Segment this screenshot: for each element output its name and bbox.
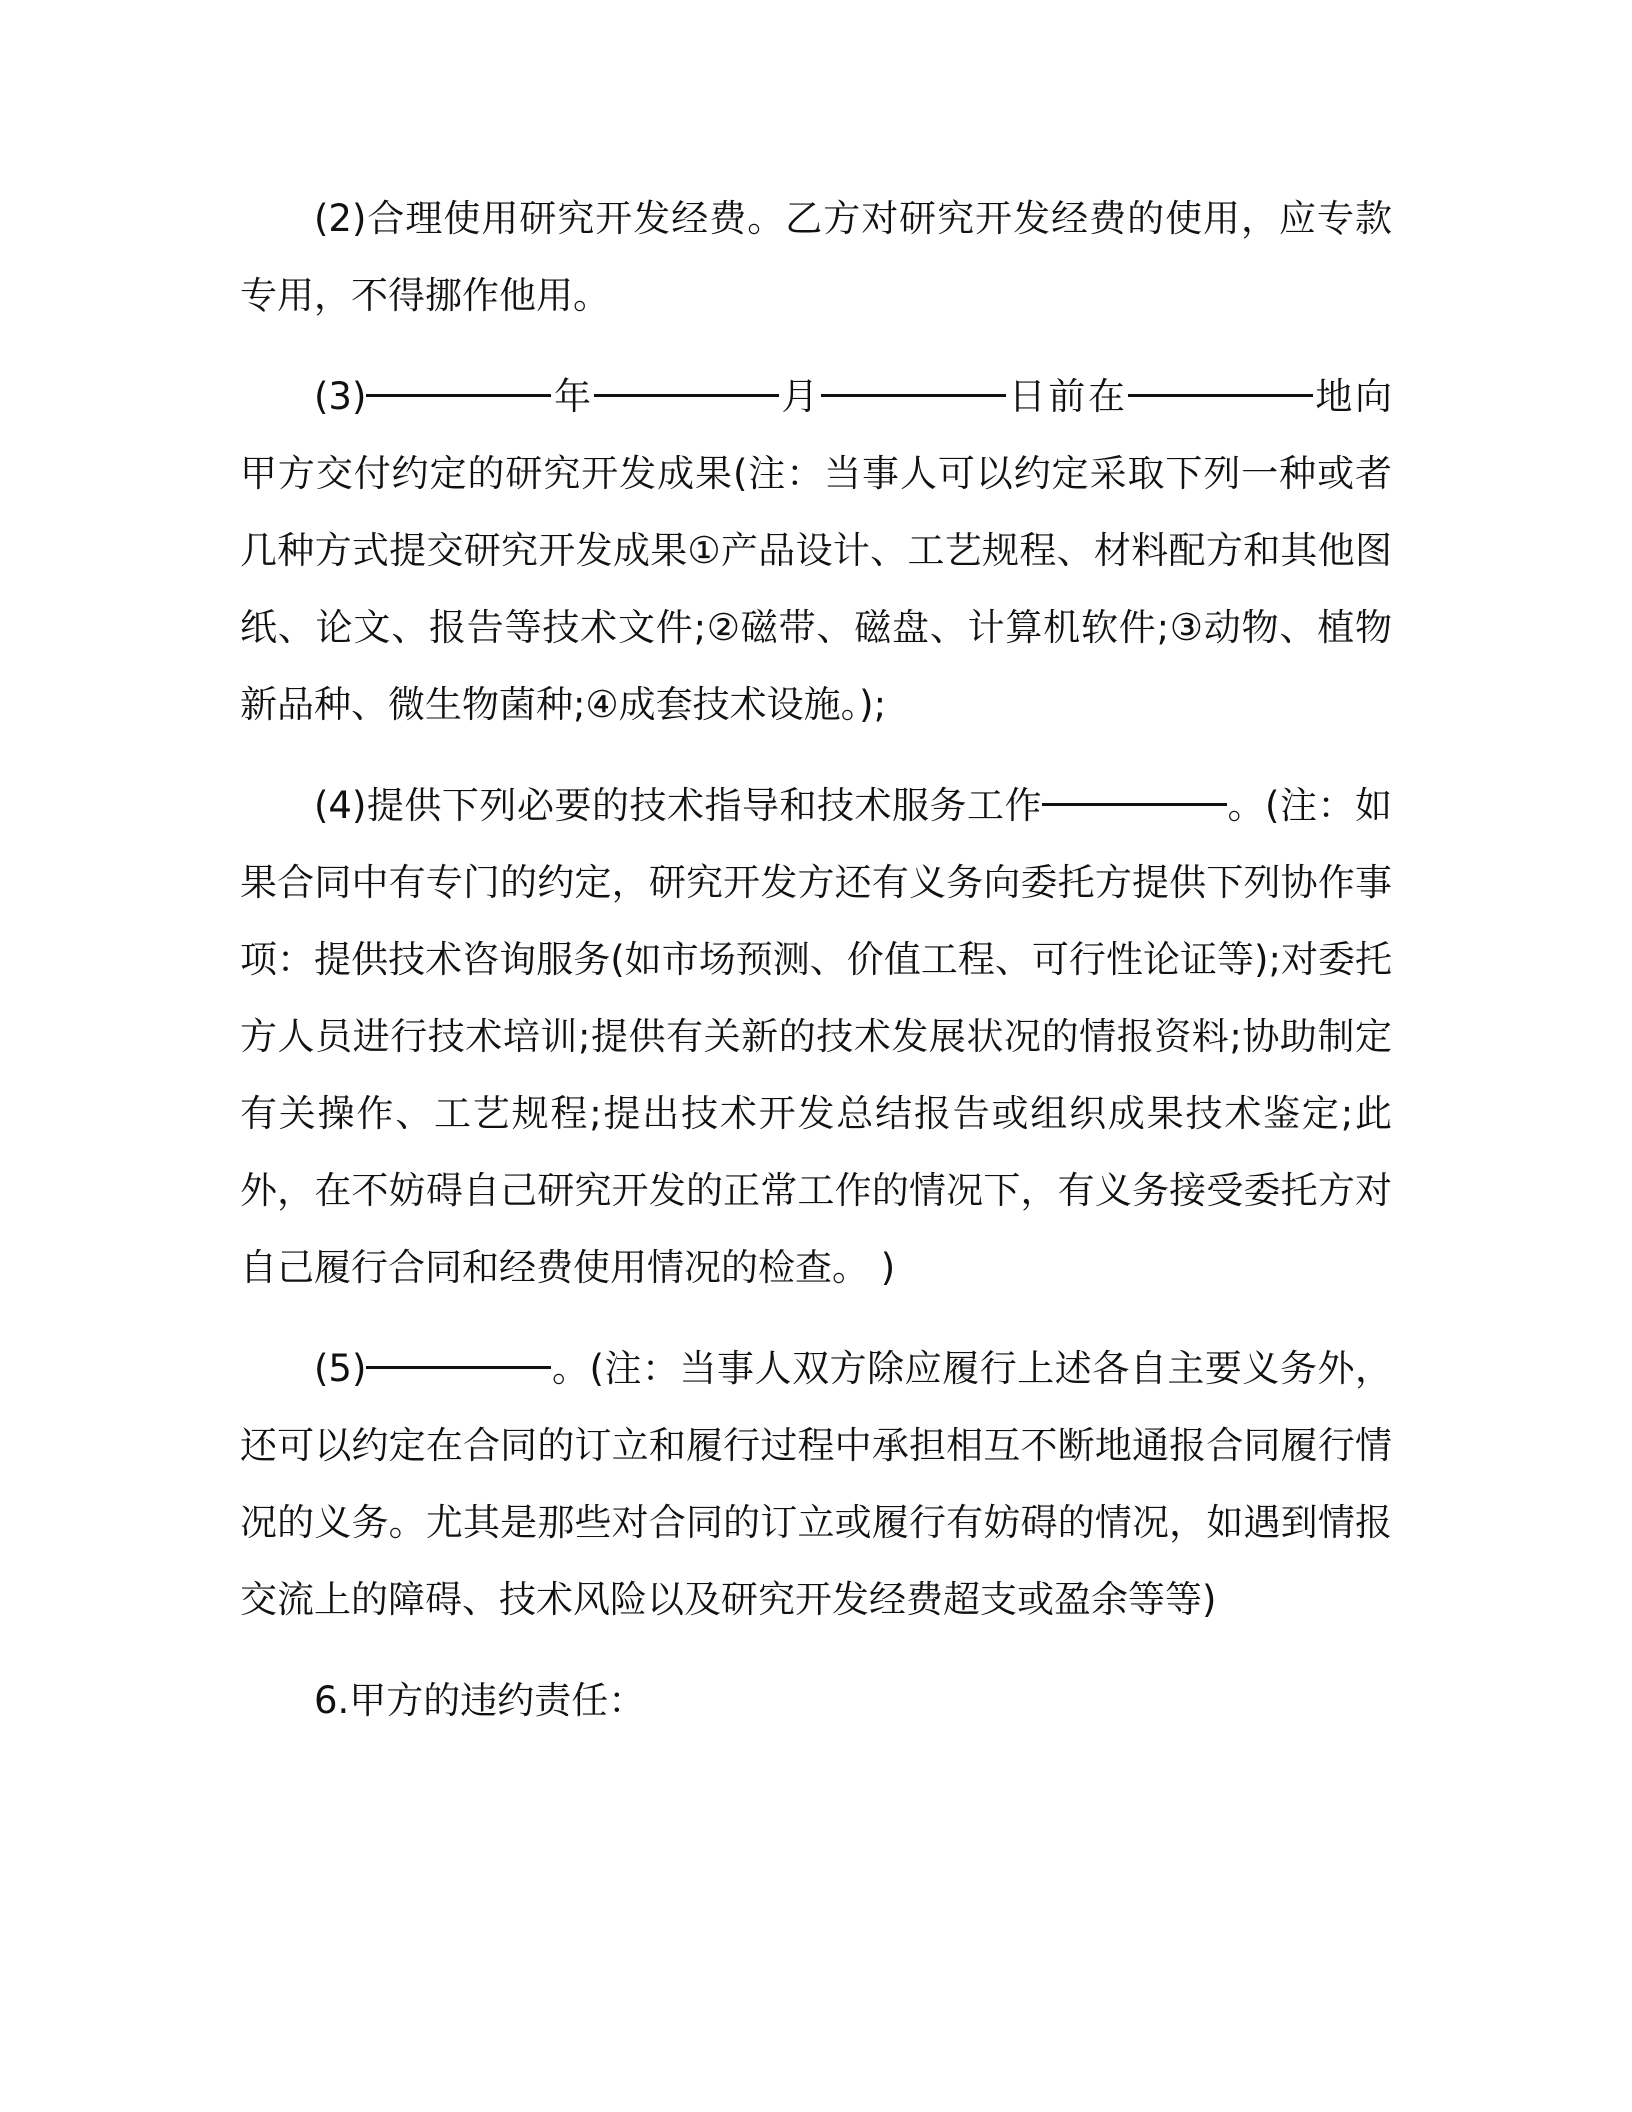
blank-location <box>1128 394 1313 397</box>
paragraph-3 <box>240 358 1392 743</box>
year-label: 年 <box>551 375 594 418</box>
paragraph-3-prefix: (3) <box>314 375 367 418</box>
date-before-at-label: 日前在 <box>1006 375 1128 418</box>
paragraph-5-prefix: (5) <box>314 1347 367 1390</box>
section-heading-6 <box>240 1662 1392 1739</box>
blank-year <box>366 394 551 397</box>
blank-service <box>1042 803 1227 806</box>
month-label: 月 <box>778 375 822 418</box>
paragraph-4-prefix: (4)提供下列必要的技术指导和技术服务工作 <box>314 784 1043 827</box>
section-heading-6-text: 6.甲方的违约责任： <box>314 1679 646 1722</box>
paragraph-2 <box>240 180 1392 334</box>
paragraph-2-text: (2)合理使用研究开发经费。乙方对研究开发经费的使用，应专款专用，不得挪作他用。 <box>240 197 1392 317</box>
paragraph-5-rest: 。(注：当事人双方除应履行上述各自主要义务外，还可以约定在合同的订立和履行过程中承担相互不断地通报合同履行情况的义务。尤其是那些对合同的订立或履行有妨碍的情况，如遇到情报交流上的障碍、技术风险以及研究开发经费超支或盈余等等) <box>240 1347 1392 1621</box>
document-body <box>240 180 1392 1739</box>
paragraph-4 <box>240 767 1392 1306</box>
blank-month <box>594 394 779 397</box>
paragraph-3-rest: 地向甲方交付约定的研究开发成果(注：当事人可以约定采取下列一种或者几种方式提交研究开发成果①产品设计、工艺规程、材料配方和其他图纸、论文、报告等技术文件;②磁带、磁盘、计算机软件;③动物、植物新品种、微生物菌种;④成套技术设施。); <box>240 375 1393 726</box>
blank-other <box>366 1366 551 1369</box>
blank-day <box>821 394 1006 397</box>
paragraph-4-rest: 。(注：如果合同中有专门的约定，研究开发方还有义务向委托方提供下列协作事项：提供技术咨询服务(如市场预测、价值工程、可行性论证等);对委托方人员进行技术培训;提供有关新的技术发展状况的情报资料;协助制定有关操作、工艺规程;提出技术开发总结报告或组织成果技术鉴定;此外，在不妨碍自己研究开发的正常工作的情况下，有义务接受委托方对自己履行合同和经费使用情况的检查。 ) <box>240 784 1392 1289</box>
paragraph-5 <box>240 1330 1392 1638</box>
